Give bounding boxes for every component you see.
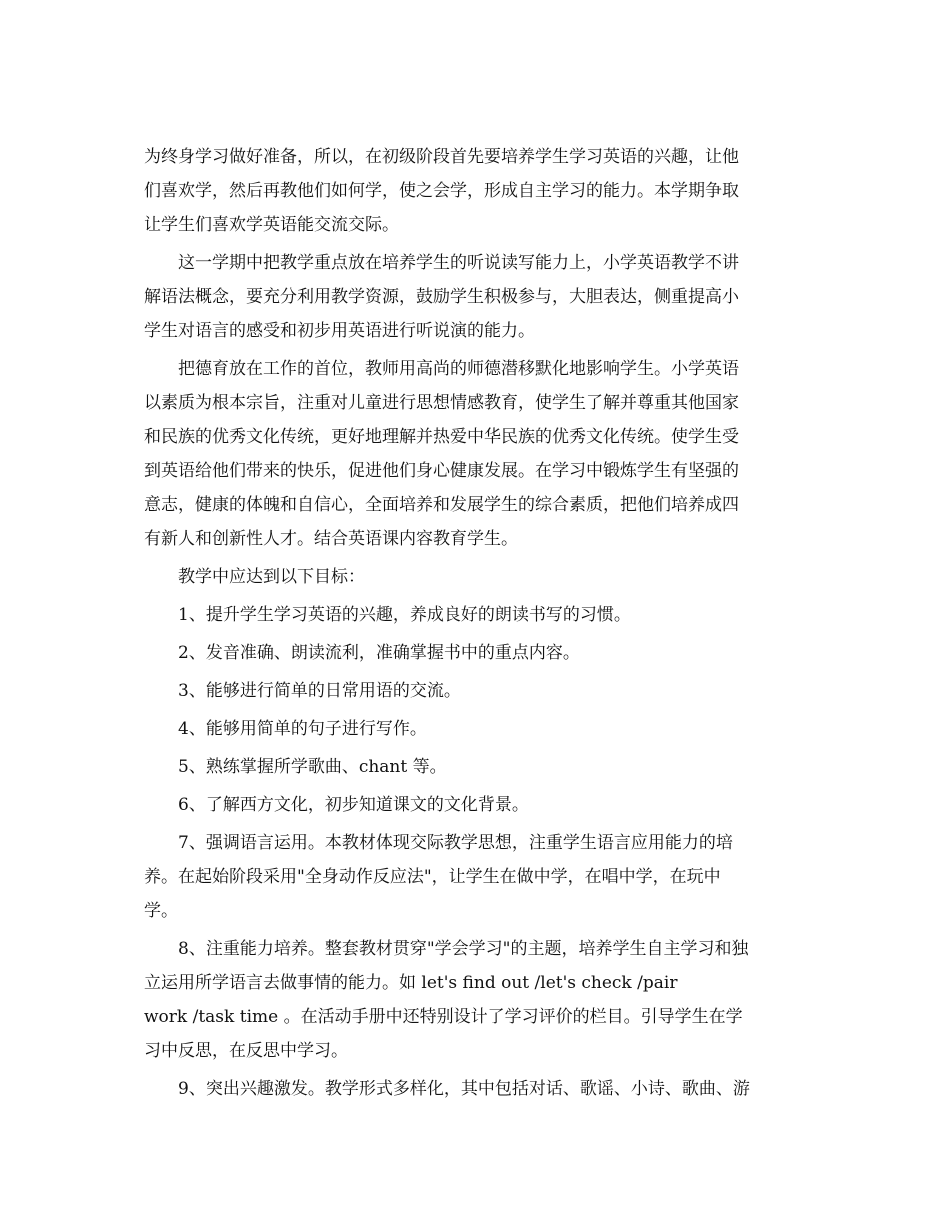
text-line: 立运用所学语言去做事情的能力。如 let's find out /let's check /pair bbox=[144, 973, 678, 993]
text-line: 这一学期中把教学重点放在培养学生的听说读写能力上，小学英语教学不讲 bbox=[178, 253, 739, 273]
document-body bbox=[144, 140, 809, 1106]
text-line: 习中反思，在反思中学习。 bbox=[144, 1041, 348, 1061]
text-line: work /task time 。在活动手册中还特别设计了学习评价的栏目。引导学生在学 bbox=[144, 1007, 743, 1027]
text-line: 解语法概念，要充分利用教学资源，鼓励学生积极参与，大胆表达，侧重提高小 bbox=[144, 287, 739, 307]
list-item: 6、了解西方文化，初步知道课文的文化背景。 bbox=[178, 795, 529, 815]
text-line: 们喜欢学，然后再教他们如何学，使之会学，形成自主学习的能力。本学期争取 bbox=[144, 181, 739, 201]
text-line: 学生对语言的感受和初步用英语进行听说演的能力。 bbox=[144, 321, 535, 341]
text-line: 和民族的优秀文化传统，更好地理解并热爱中华民族的优秀文化传统。使学生受 bbox=[144, 427, 739, 447]
text-line: 到英语给他们带来的快乐，促进他们身心健康发展。在学习中锻炼学生有坚强的 bbox=[144, 461, 739, 481]
list-item: 4、能够用简单的句子进行写作。 bbox=[178, 719, 427, 739]
text-line: 教学中应达到以下目标： bbox=[178, 567, 365, 587]
text-line: 为终身学习做好准备，所以，在初级阶段首先要培养学生学习英语的兴趣，让他 bbox=[144, 147, 739, 167]
text-line: 以素质为根本宗旨，注重对儿童进行思想情感教育，使学生了解并尊重其他国家 bbox=[144, 393, 739, 413]
text-line: 让学生们喜欢学英语能交流交际。 bbox=[144, 215, 399, 235]
text-line: 养。在起始阶段采用"全身动作反应法"，让学生在做中学，在唱中学，在玩中 bbox=[144, 867, 721, 887]
text-line: 有新人和创新性人才。结合英语课内容教育学生。 bbox=[144, 529, 518, 549]
list-item: 7、强调语言运用。本教材体现交际教学思想，注重学生语言应用能力的培 bbox=[178, 833, 733, 853]
list-item: 8、注重能力培养。整套教材贯穿"学会学习"的主题，培养学生自主学习和独 bbox=[178, 939, 749, 959]
list-item: 2、发音准确、朗读流利，准确掌握书中的重点内容。 bbox=[178, 643, 580, 663]
list-item: 5、熟练掌握所学歌曲、chant 等。 bbox=[178, 757, 447, 777]
text-line: 学。 bbox=[144, 901, 178, 921]
list-item: 9、突出兴趣激发。教学形式多样化，其中包括对话、歌谣、小诗、歌曲、游 bbox=[178, 1079, 750, 1099]
list-item: 3、能够进行简单的日常用语的交流。 bbox=[178, 681, 461, 701]
text-line: 把德育放在工作的首位，教师用高尚的师德潜移默化地影响学生。小学英语 bbox=[178, 359, 739, 379]
list-item: 1、提升学生学习英语的兴趣，养成良好的朗读书写的习惯。 bbox=[178, 605, 631, 625]
text-line: 意志，健康的体魄和自信心，全面培养和发展学生的综合素质，把他们培养成四 bbox=[144, 495, 739, 515]
